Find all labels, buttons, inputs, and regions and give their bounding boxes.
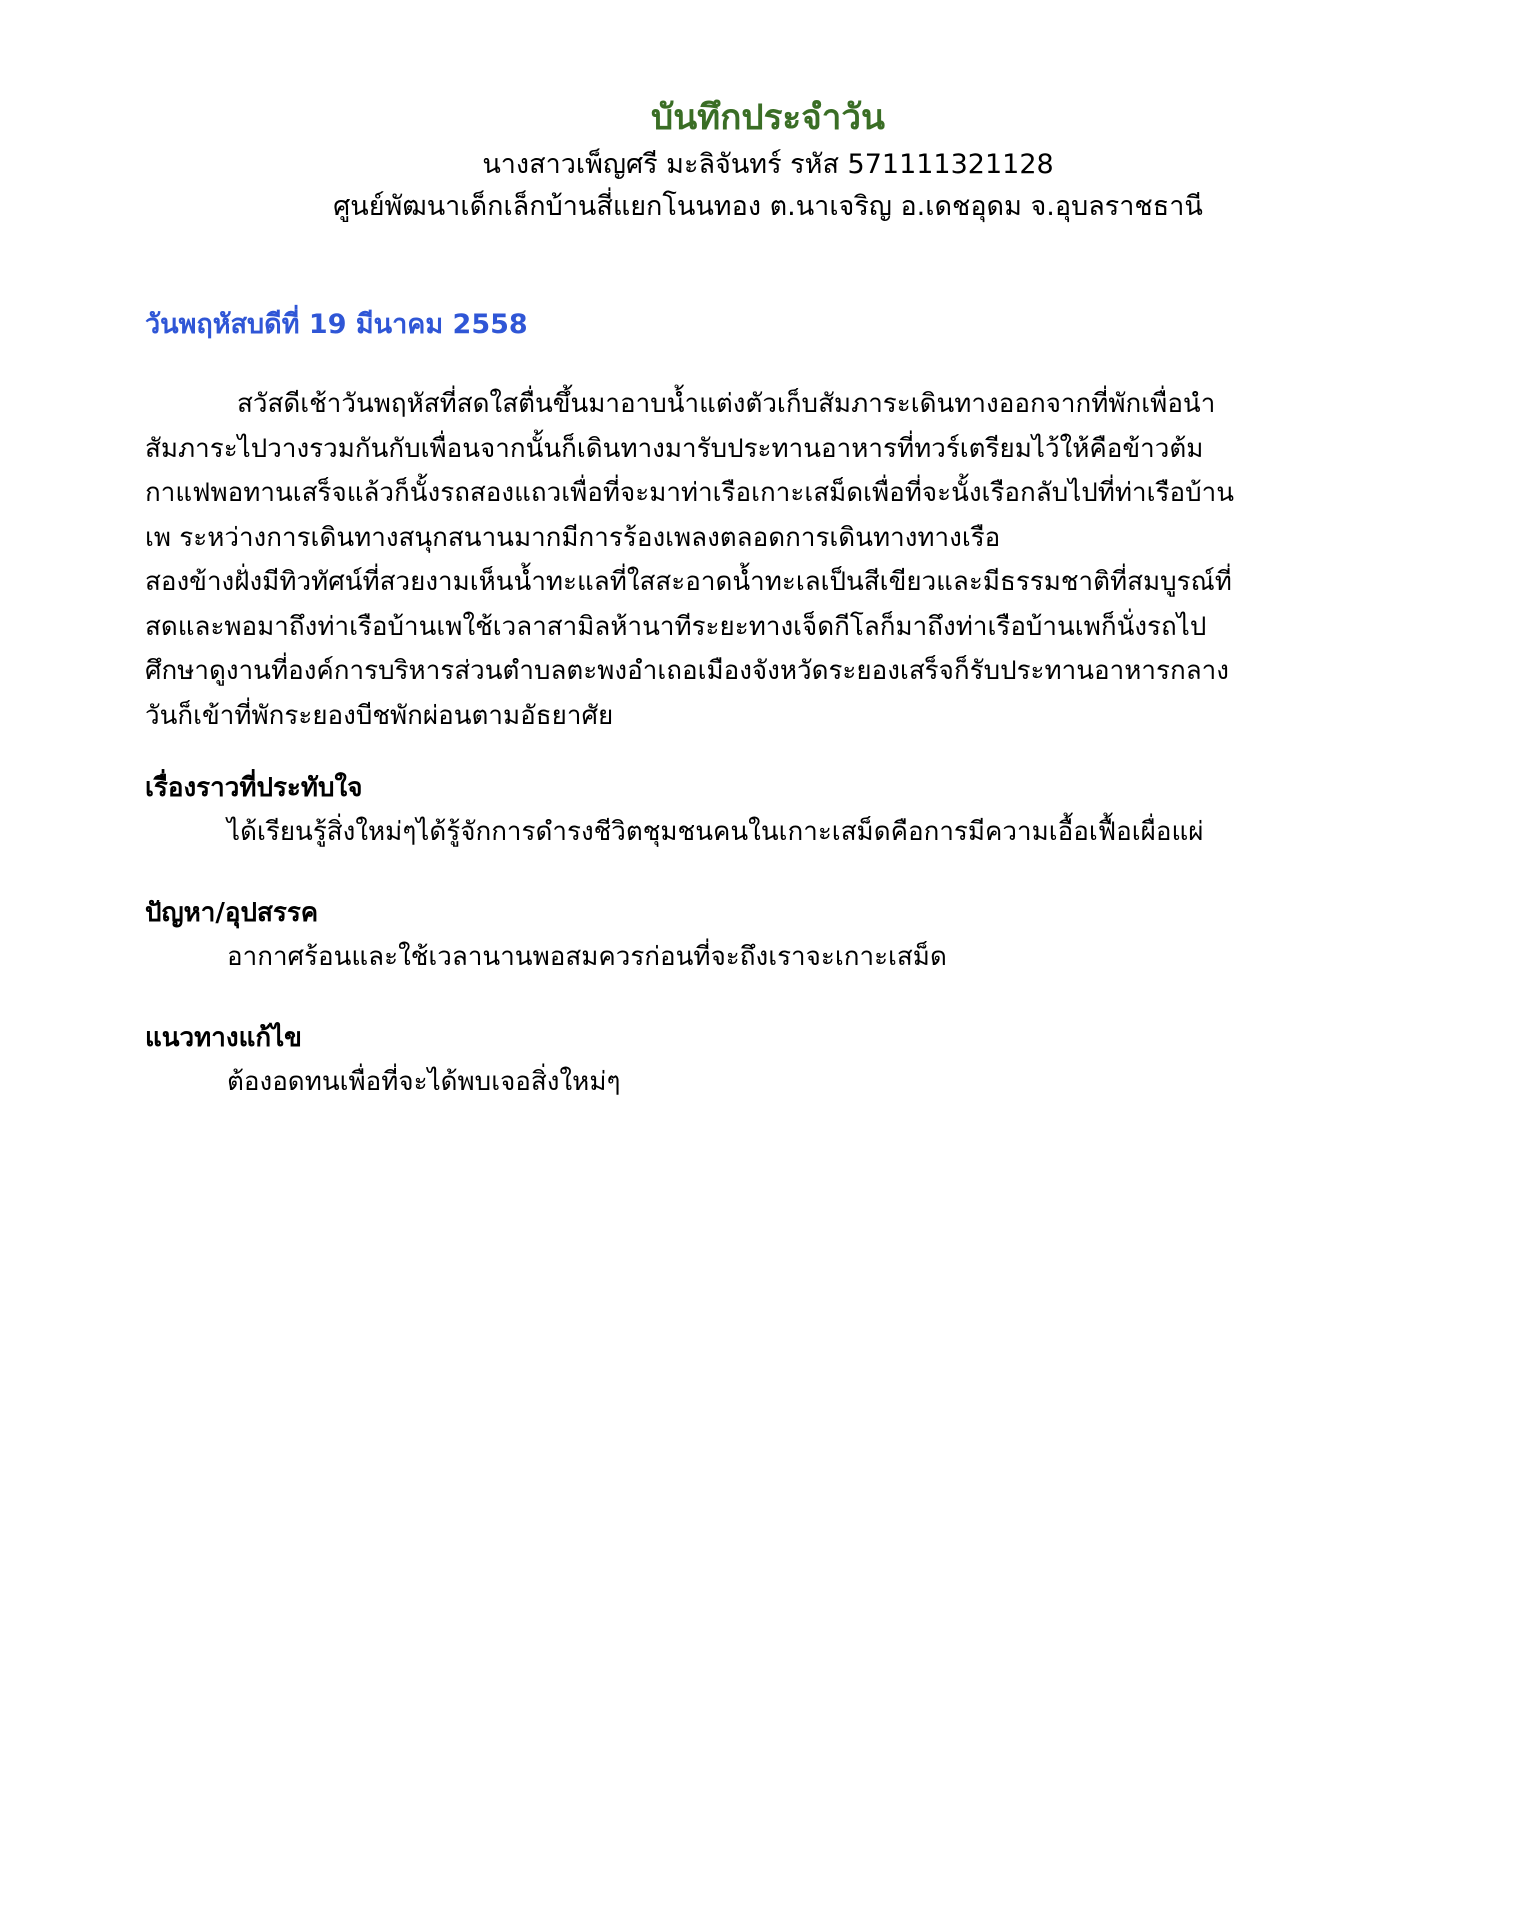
problems-heading: ปัญหา/อุปสรรค <box>145 898 319 928</box>
problems-text: อากาศร้อนและใช้เวลานานพอสมควรก่อนที่จะถึงเราจะเกาะเสม็ด <box>227 942 947 972</box>
entry-date: วันพฤหัสบดีที่ 19 มีนาคม 2558 <box>145 309 528 340</box>
document-header <box>0 92 1536 228</box>
body-line: สวัสดีเช้าวันพฤหัสที่สดใสตื่นขึ้นมาอาบน้ำแต่งตัวเก็บสัมภาระเดินทางออกจากที่พักเพื่อนำ <box>237 389 1216 419</box>
problems-section <box>145 891 1395 979</box>
body-line: สดและพอมาถึงท่าเรือบ้านเพใช้เวลาสามิลห้านาทีระยะทางเจ็ดกีโลก็มาถึงท่าเรือบ้านเพก็นั่งรถไป <box>145 611 1207 642</box>
entry-body <box>145 382 1360 738</box>
impression-text: ได้เรียนรู้สิ่งใหม่ๆได้รู้จักการดำรงชีวิตชุมชนคนในเกาะเสม็ดคือการมีความเอื้อเฟื้อเผื่อแผ่ <box>227 817 1204 847</box>
body-line: เพ ระหว่างการเดินทางสนุกสนานมากมีการร้องเพลงตลอดการเดินทางทางเรือ <box>145 522 1001 553</box>
page-title: บันทึกประจำวัน <box>651 98 885 138</box>
body-line: สองข้างฝั่งมีทิวทัศน์ที่สวยงามเห็นน้ำทะแลที่ใสสะอาดน้ำทะเลเป็นสีเขียวและมีธรรมชาติที่สมบูรณ์ที่ <box>145 567 1232 597</box>
solution-text: ต้องอดทนเพื่อที่จะได้พบเจอสิ่งใหม่ๆ <box>227 1067 621 1097</box>
body-line: สัมภาระไปวางรวมกันกับเพื่อนจากนั้นก็เดินทางมารับประทานอาหารที่ทวร์เตรียมไว้ให้คือข้าวต้ม <box>145 433 1204 464</box>
impression-heading: เรื่องราวที่ประทับใจ <box>145 773 363 803</box>
solution-heading: แนวทางแก้ไข <box>145 1023 302 1053</box>
body-line: วันก็เข้าที่พักระยองบีชพักผ่อนตามอัธยาศัย <box>145 700 614 731</box>
author-line: นางสาวเพ็ญศรี มะลิจันทร์ รหัส 571111321128 <box>482 149 1054 180</box>
body-line: ศึกษาดูงานที่องค์การบริหารส่วนตำบลตะพงอำเถอเมืองจังหวัดระยองเสร็จก็รับประทานอาหารกลาง <box>145 656 1229 686</box>
body-line: กาแฟพอทานเสร็จแล้วก็นั้งรถสองแถวเพื่อที่จะมาท่าเรือเกาะเสม็ดเพื่อที่จะนั้งเรือกลับไปที่ท่าเรือบ้าน <box>145 478 1235 508</box>
solution-section <box>145 1016 1395 1104</box>
center-line: ศูนย์พัฒนาเด็กเล็กบ้านสี่แยกโนนทอง ต.นาเจริญ อ.เดชอุดม จ.อุบลราชธานี <box>333 191 1203 222</box>
impression-section <box>145 766 1395 854</box>
